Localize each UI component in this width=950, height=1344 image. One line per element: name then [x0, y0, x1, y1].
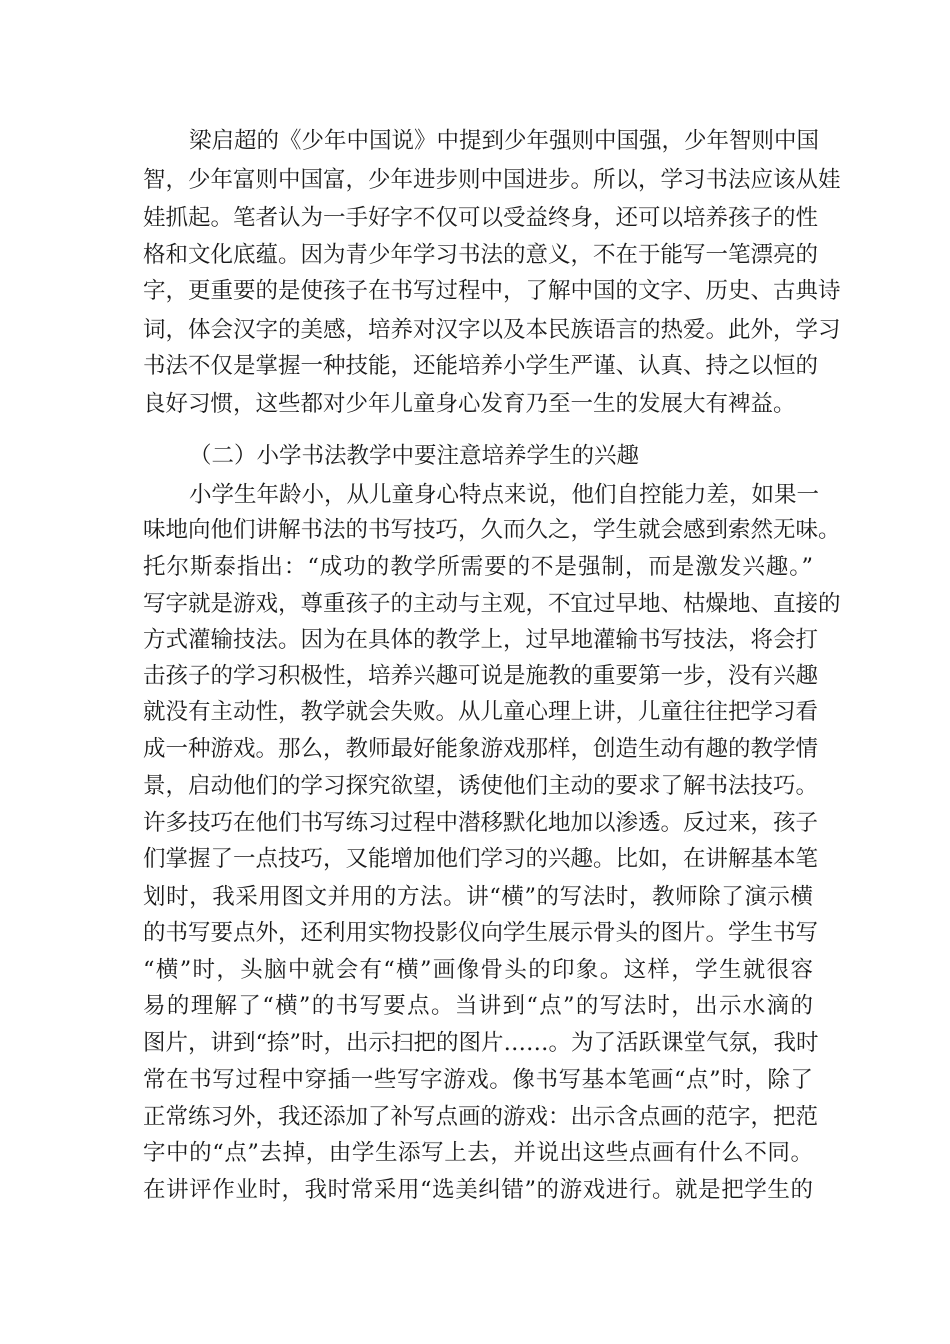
paragraph-line: 词，体会汉字的美感，培养对汉字以及本民族语言的热爱。此外，学习 [143, 317, 841, 343]
paragraph-line: 娃抓起。笔者认为一手好字不仅可以受益终身，还可以培养孩子的性 [143, 205, 819, 231]
paragraph-line: 良好习惯，这些都对少年儿童身心发育乃至一生的发展大有裨益。 [143, 391, 796, 417]
paragraph-line: 小学生年龄小，从儿童身心特点来说，他们自控能力差，如果一 [189, 482, 820, 508]
paragraph-line: 方式灌输技法。因为在具体的教学上，过早地灌输书写技法，将会打 [143, 627, 819, 653]
paragraph-line: 的书写要点外，还利用实物投影仪向学生展示骨头的图片。学生书写 [143, 920, 819, 946]
paragraph-line: 写字就是游戏，尊重孩子的主动与主观，不宜过早地、枯燥地、直接的 [143, 591, 841, 617]
paragraph-line: 字中的“点”去掉，由学生添写上去，并说出这些点画有什么不同。 [143, 1140, 813, 1166]
paragraph-line: 就没有主动性，教学就会失败。从儿童心理上讲，儿童往往把学习看 [143, 699, 819, 725]
paragraph-line: 书法不仅是掌握一种技能，还能培养小学生严谨、认真、持之以恒的 [143, 353, 819, 379]
paragraph-line: 正常练习外，我还添加了补写点画的游戏：出示含点画的范字，把范 [143, 1104, 819, 1130]
paragraph-line: 智，少年富则中国富，少年进步则中国进步。所以，学习书法应该从娃 [143, 167, 841, 193]
paragraph-line: 常在书写过程中穿插一些写字游戏。像书写基本笔画“点”时，除了 [143, 1067, 813, 1093]
paragraph-line: 们掌握了一点技巧，又能增加他们学习的兴趣。比如，在讲解基本笔 [143, 846, 819, 872]
paragraph-line: 划时，我采用图文并用的方法。讲“横”的写法时，教师除了演示横 [143, 884, 813, 910]
paragraph-line: 图片，讲到“捺”时，出示扫把的图片……。为了活跃课堂气氛，我时 [143, 1030, 819, 1056]
paragraph-line: 景，启动他们的学习探究欲望，诱使他们主动的要求了解书法技巧。 [143, 773, 819, 799]
paragraph-line: 许多技巧在他们书写练习过程中潜移默化地加以渗透。反过来，孩子 [143, 810, 819, 836]
paragraph-line: 托尔斯泰指出：“成功的教学所需要的不是强制，而是激发兴趣。” [143, 554, 813, 580]
paragraph-line: 梁启超的《少年中国说》中提到少年强则中国强，少年智则中国 [189, 128, 820, 154]
paragraph-line: “横”时，头脑中就会有“横”画像骨头的印象。这样，学生就很容 [143, 957, 813, 983]
paragraph-line: 成一种游戏。那么，教师最好能象游戏那样，创造生动有趣的教学情 [143, 736, 819, 762]
section-heading: （二）小学书法教学中要注意培养学生的兴趣 [189, 443, 640, 469]
paragraph-line: 在讲评作业时，我时常采用“选美纠错”的游戏进行。就是把学生的 [143, 1177, 813, 1203]
paragraph-line: 字，更重要的是使孩子在书写过程中，了解中国的文字、历史、古典诗 [143, 278, 841, 304]
paragraph-line: 击孩子的学习积极性，培养兴趣可说是施教的重要第一步，没有兴趣 [143, 663, 819, 689]
paragraph-line: 味地向他们讲解书法的书写技巧，久而久之，学生就会感到索然无味。 [143, 517, 841, 543]
paragraph-line: 格和文化底蕴。因为青少年学习书法的意义，不在于能写一笔漂亮的 [143, 242, 819, 268]
paragraph-line: 易的理解了“横”的书写要点。当讲到“点”的写法时，出示水滴的 [143, 993, 813, 1019]
